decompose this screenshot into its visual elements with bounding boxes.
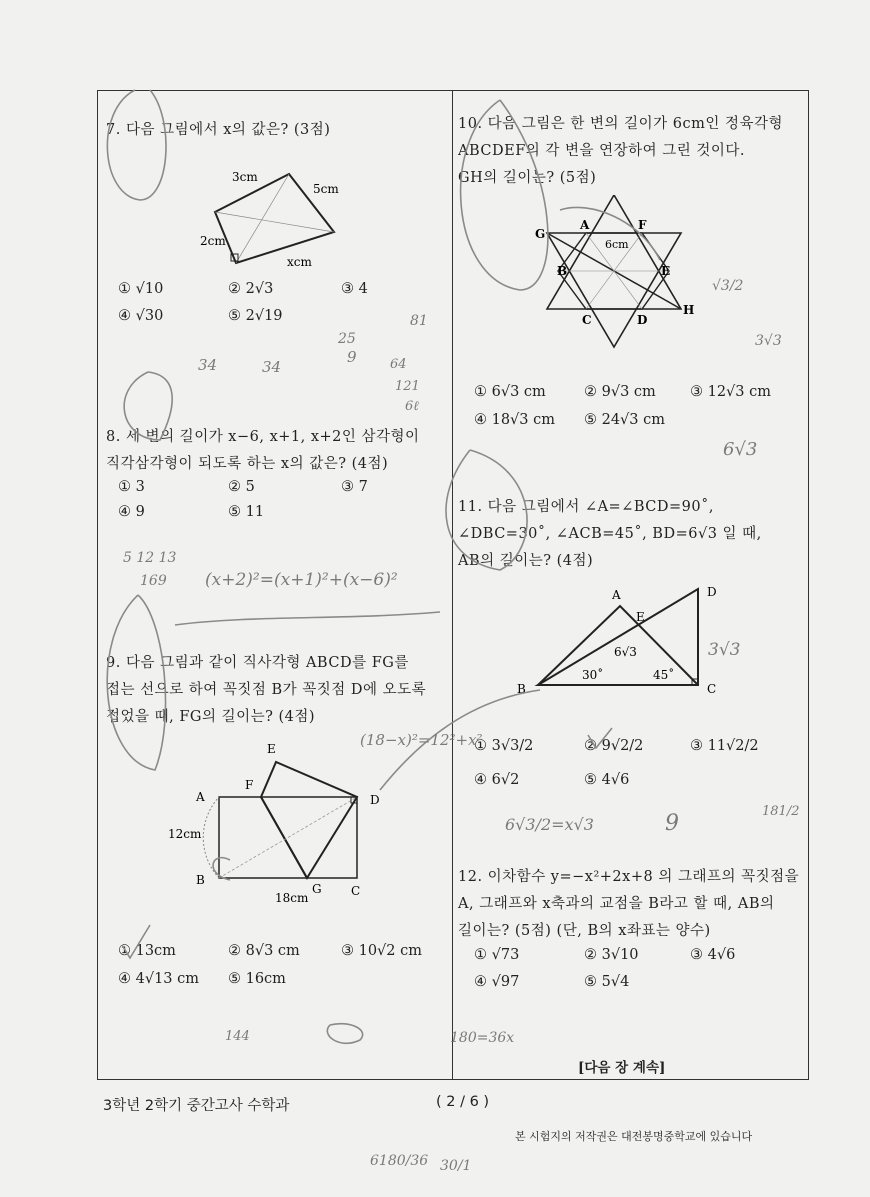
page-number: ( 2 / 6 ) (436, 1094, 490, 1110)
q9-label-D: D (370, 793, 380, 807)
note-34a: 34 (198, 356, 218, 374)
q9-label-18cm: 18cm (275, 891, 309, 905)
q12-option-1[interactable]: ① √73 (474, 947, 520, 963)
note-25: 25 (338, 331, 356, 347)
note-3root3: 3√3 (755, 333, 782, 349)
q7-option-2[interactable]: ② 2√3 (228, 281, 274, 297)
q7-label-xcm: xcm (287, 255, 312, 269)
note-6l: 6ℓ (405, 399, 419, 414)
note-6root3: 6√3 (723, 439, 758, 460)
q7-label-3cm: 3cm (232, 170, 258, 184)
q11-option-1[interactable]: ① 3√3/2 (474, 738, 534, 754)
q8-option-1[interactable]: ① 3 (118, 479, 145, 495)
q8-option-5[interactable]: ⑤ 11 (228, 504, 265, 520)
q11-option-4[interactable]: ④ 6√2 (474, 772, 520, 788)
q12-option-2[interactable]: ② 3√10 (584, 947, 639, 963)
q11-label-E: E (636, 610, 645, 624)
q9-option-3[interactable]: ③ 10√2 cm (341, 943, 423, 959)
q11-label-B: B (517, 682, 526, 696)
q11-option-2[interactable]: ② 9√2/2 (584, 738, 644, 754)
question-9-text: 9. 다음 그림과 같이 직사각형 ABCD를 FG를 접는 선으로 하여 꼭짓점 B가 꼭짓점 D에 오도록 접었을 때, FG의 길이는? (4점) (106, 655, 427, 725)
handwritten-notes (123, 278, 799, 1174)
note-root3-over-2: √3/2 (712, 278, 744, 294)
q10-option-2[interactable]: ② 9√3 cm (584, 384, 656, 400)
q9-label-B: B (196, 873, 205, 887)
q10-option-5[interactable]: ⑤ 24√3 cm (584, 412, 666, 428)
q10-label-A: A (580, 218, 590, 232)
q10-label-B: B (557, 264, 568, 278)
q9-option-1[interactable]: ① 13cm (118, 943, 176, 959)
note-144: 144 (225, 1029, 250, 1044)
note-equation-q8: (x+2)²=(x+1)²+(x−6)² (205, 570, 398, 590)
note-180-eq: 180=36x (450, 1030, 515, 1046)
q10-option-4[interactable]: ④ 18√3 cm (474, 412, 556, 428)
q11-label-45deg: 45˚ (653, 668, 675, 682)
q7-option-1[interactable]: ① √10 (118, 281, 164, 297)
q12-option-5[interactable]: ⑤ 5√4 (584, 974, 630, 990)
q10-label-E: E (661, 264, 671, 278)
q11-label-30deg: 30˚ (582, 668, 604, 682)
note-6180-over-36: 6180/36 (370, 1153, 429, 1169)
note-equation-q11: 6√3/2=x√3 (505, 815, 594, 834)
question-11-text: 11. 다음 그림에서 ∠A=∠BCD=90˚, ∠DBC=30˚, ∠ACB=45˚, BD=6√3 일 때, AB의 길이는? (4점) (458, 499, 762, 569)
q12-option-4[interactable]: ④ √97 (474, 974, 520, 990)
q10-label-G: G (535, 227, 546, 241)
note-30-over-1: 30/1 (440, 1158, 472, 1174)
q9-label-F: F (245, 778, 254, 792)
q11-label-6root3: 6√3 (614, 645, 637, 659)
note-9: 9 (347, 348, 357, 366)
q8-option-3[interactable]: ③ 7 (341, 479, 368, 495)
question-10-text: 10. 다음 그림은 한 변의 길이가 6cm인 정육각형 ABCDEF의 각 변을 연장하여 그린 것이다. GH의 길이는? (5점) (458, 116, 784, 186)
q11-label-D: D (707, 585, 717, 599)
q10-label-H: H (683, 303, 695, 317)
q10-label-C: C (582, 313, 592, 327)
question-7-text: 7. 다음 그림에서 x의 값은? (3점) (106, 122, 331, 138)
note-5-12-13: 5 12 13 (123, 550, 177, 566)
q9-option-5[interactable]: ⑤ 16cm (228, 971, 286, 987)
q8-option-2[interactable]: ② 5 (228, 479, 255, 495)
copyright-notice: 본 시험지의 저작권은 대전봉명중학교에 있습니다 (515, 1130, 753, 1143)
note-169: 169 (140, 573, 167, 589)
q10-label-6cm: 6cm (605, 238, 629, 251)
q7-option-4[interactable]: ④ √30 (118, 308, 164, 324)
note-3root3-q11: 3√3 (708, 640, 741, 660)
q7-label-5cm: 5cm (313, 182, 339, 196)
q11-option-5[interactable]: ⑤ 4√6 (584, 772, 630, 788)
q11-label-A: A (612, 588, 621, 602)
note-34b: 34 (262, 358, 282, 376)
note-equation-q9: (18−x)²=12²+x² (360, 731, 483, 749)
note-181-over-2: 181/2 (762, 804, 800, 819)
note-121: 121 (395, 379, 420, 394)
q9-option-4[interactable]: ④ 4√13 cm (118, 971, 200, 987)
q9-option-2[interactable]: ② 8√3 cm (228, 943, 300, 959)
q9-label-E: E (267, 742, 276, 756)
q11-label-C: C (707, 682, 717, 696)
note-64: 64 (390, 357, 407, 372)
q9-label-A: A (196, 790, 205, 804)
q10-label-D: D (637, 313, 648, 327)
q7-option-5[interactable]: ⑤ 2√19 (228, 308, 283, 324)
q10-label-F: F (638, 218, 647, 232)
q10-option-1[interactable]: ① 6√3 cm (474, 384, 546, 400)
q7-label-2cm: 2cm (200, 234, 226, 248)
continued-label: [다음 장 계속] (578, 1060, 666, 1076)
q7-option-3[interactable]: ③ 4 (341, 281, 368, 297)
q12-option-3[interactable]: ③ 4√6 (690, 947, 736, 963)
pencil-strokes (107, 90, 660, 1043)
q8-option-4[interactable]: ④ 9 (118, 504, 145, 520)
q9-label-G: G (312, 882, 322, 896)
q11-option-3[interactable]: ③ 11√2/2 (690, 738, 759, 754)
q10-option-3[interactable]: ③ 12√3 cm (690, 384, 772, 400)
note-9: 9 (665, 811, 679, 836)
question-8-text: 8. 세 변의 길이가 x−6, x+1, x+2인 삼각형이 직각삼각형이 되도록 하는 x의 값은? (4점) (106, 429, 420, 472)
question-12-text: 12. 이차함수 y=−x²+2x+8 의 그래프의 꼭짓점을 A, 그래프와 x축과의 교점을 B라고 할 때, AB의 길이는? (5점) (단, B의 x좌표는 양수) (458, 869, 800, 939)
footer-exam-title: 3학년 2학기 중간고사 수학과 (103, 1098, 290, 1114)
note-81: 81 (410, 313, 428, 329)
q9-label-C: C (351, 884, 361, 898)
q9-label-12cm: 12cm (168, 827, 202, 841)
